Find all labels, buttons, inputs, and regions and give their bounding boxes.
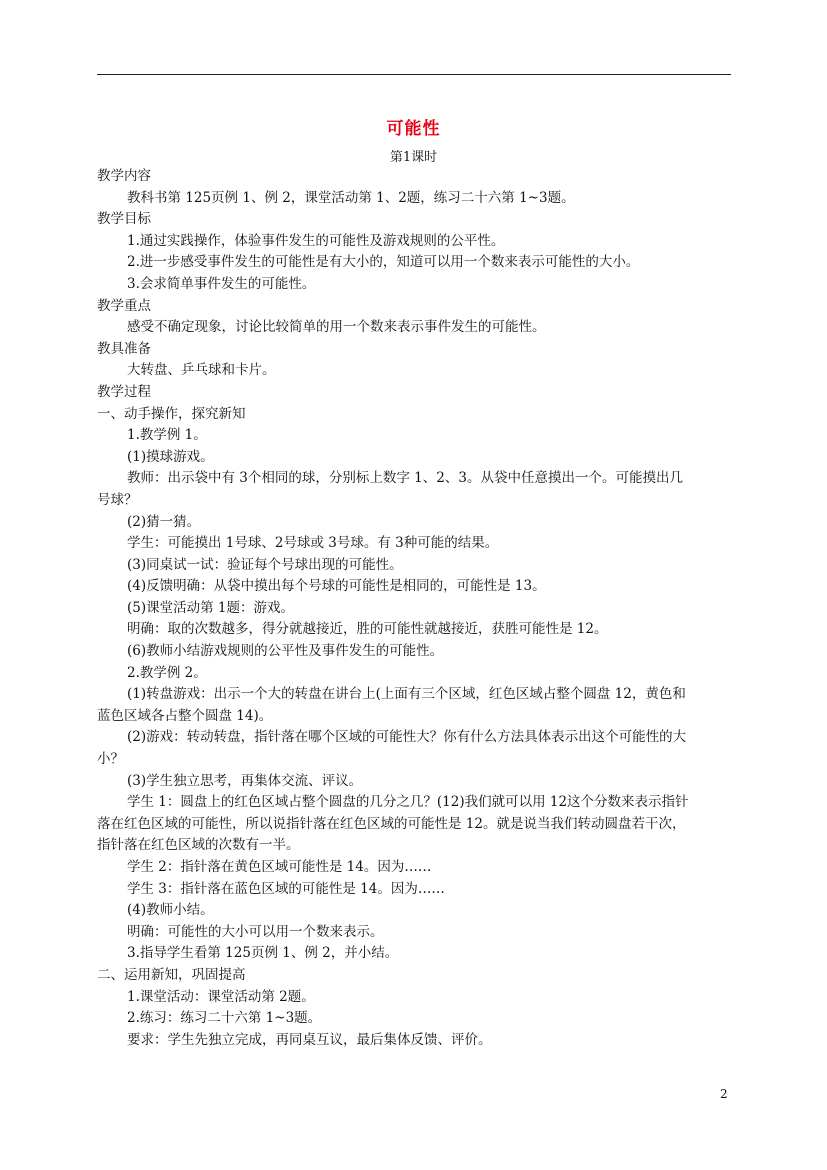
document-title: 可能性 [386, 119, 441, 139]
body-line: (2)游戏：转动转盘，指针落在哪个区域的可能性大？你有什么方法具体表示出这个可能性的大 [127, 729, 687, 746]
page-number: 2 [720, 1087, 728, 1101]
body-line: (1)转盘游戏：出示一个大的转盘在讲台上(上面有三个区域，红色区域占整个圆盘 12，黄色和 [127, 686, 686, 703]
section-heading: 教具准备 [97, 340, 151, 357]
body-line: 2.练习：练习二十六第 1~3题。 [127, 1010, 322, 1027]
body-line: (4)教师小结。 [127, 902, 214, 919]
body-line: 落在红色区域的可能性，所以说指针落在红色区域的可能性是 12。就是说当我们转动圆盘若干次， [97, 815, 686, 832]
body-line: 要求：学生先独立完成，再同桌互议，最后集体反馈、评价。 [127, 1031, 492, 1048]
body-line: (1)摸球游戏。 [127, 448, 214, 465]
section-heading: 教学重点 [97, 297, 151, 314]
body-line: (3)学生独立思考，再集体交流、评议。 [127, 772, 363, 789]
body-line: (6)教师小结游戏规则的公平性及事件发生的可能性。 [127, 643, 444, 660]
body-line: 明确：可能性的大小可以用一个数来表示。 [127, 923, 384, 940]
body-line: 学生 1：圆盘上的红色区域占整个圆盘的几分之几？(12)我们就可以用 12这个分数来表示指针 [127, 794, 689, 811]
header-rule [97, 74, 731, 75]
section-heading: 教学过程 [97, 383, 151, 400]
body-line: 1.通过实践操作，体验事件发生的可能性及游戏规则的公平性。 [127, 232, 505, 249]
body-line: 学生 3：指针落在蓝色区域的可能性是 14。因为…… [127, 880, 445, 897]
body-line: 3.指导学生看第 125页例 1、例 2，并小结。 [127, 945, 399, 962]
document-subtitle: 第1课时 [389, 150, 438, 165]
body-line: 蓝色区域各占整个圆盘 14)。 [97, 707, 273, 724]
body-line: 1.教学例 1。 [127, 427, 207, 444]
body-line: (4)反馈明确：从袋中摸出每个号球的可能性是相同的，可能性是 13。 [127, 578, 546, 595]
body-line: 教科书第 125页例 1、例 2，课堂活动第 1、2题，练习二十六第 1~3题。 [127, 189, 575, 206]
body-line: 教师：出示袋中有 3个相同的球，分别标上数字 1、2、3。从袋中任意摸出一个。可能摸出几 [127, 470, 683, 487]
body-line: 感受不确定现象，讨论比较简单的用一个数来表示事件发生的可能性。 [127, 319, 546, 336]
body-line: 指针落在红色区域的次数有一半。 [97, 837, 300, 854]
section-heading: 教学内容 [97, 168, 151, 184]
body-line: 3.会求简单事件发生的可能性。 [127, 275, 316, 292]
body-line: 学生：可能摸出 1号球、2号球或 3号球。有 3种可能的结果。 [127, 535, 499, 552]
document-body [97, 166, 737, 1051]
body-line: 大转盘、乒乓球和卡片。 [127, 362, 276, 379]
body-line: 2.教学例 2。 [127, 664, 207, 681]
body-line: 2.进一步感受事件发生的可能性是有大小的，知道可以用一个数来表示可能性的大小。 [127, 254, 640, 271]
section-heading: 教学目标 [97, 211, 151, 228]
body-line: (3)同桌试一试：验证每个号球出现的可能性。 [127, 556, 403, 573]
body-line: 号球？ [97, 491, 138, 508]
body-line: 学生 2：指针落在黄色区域可能性是 14。因为…… [127, 859, 432, 875]
section-heading: 二、运用新知，巩固提高 [97, 966, 246, 983]
body-line: 1.课堂活动：课堂活动第 2题。 [127, 988, 315, 1005]
body-line: (5)课堂活动第 1题：游戏。 [127, 599, 295, 616]
body-line: 明确：取的次数越多，得分就越接近，胜的可能性就越接近，获胜可能性是 12。 [127, 621, 608, 638]
body-line: 小？ [97, 751, 124, 768]
body-line: (2)猜一猜。 [127, 513, 201, 530]
section-heading: 一、动手操作，探究新知 [97, 405, 246, 422]
